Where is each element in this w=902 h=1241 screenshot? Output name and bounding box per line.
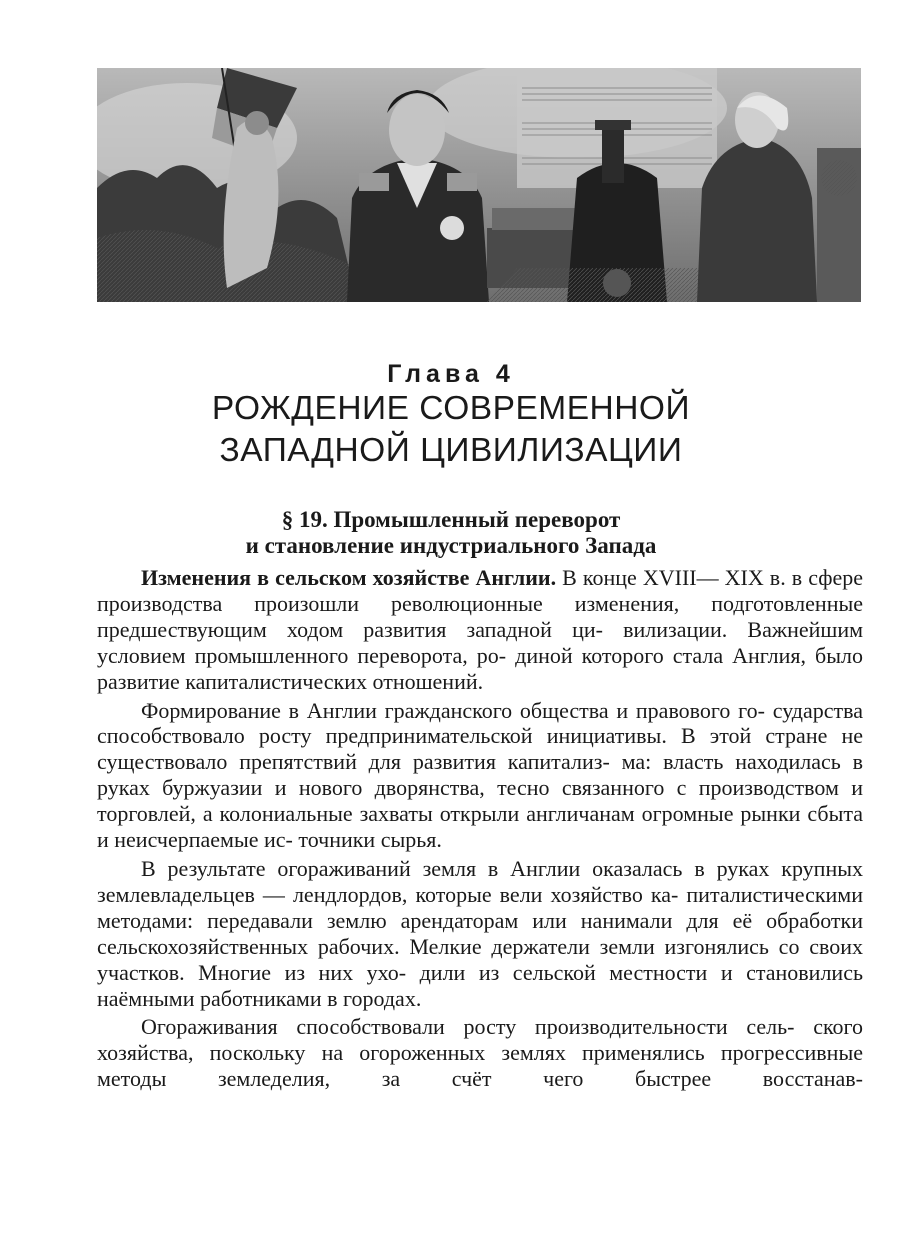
paragraph-line: В результате огораживаний земля в Англии оказалась в руках (141, 855, 770, 881)
paragraph-line: В этой стране не существовало препятствий для развития капитализ- (97, 723, 864, 775)
chapter-banner-illustration (97, 68, 861, 302)
paragraph-lead-heading: Изменения в сельском хозяйстве Англии. (141, 565, 557, 590)
paragraph-line: сударства способствовало росту предпринимательской инициативы. (97, 697, 864, 749)
chapter-label: Глава 4 (387, 360, 515, 388)
section-title-line-2: и становление индустриального Запада (245, 533, 657, 558)
chapter-title-line-1: РОЖДЕНИЕ СОВРЕМЕННОЙ (211, 390, 691, 427)
paragraph-line: ского хозяйства, поскольку на огороженных землях применялись (97, 1014, 864, 1066)
paragraph-line: связанного с производством и торговлей, а колониальные захваты (97, 775, 863, 827)
chapter-title (0, 388, 902, 472)
chapter-title-line-2: ЗАПАДНОЙ ЦИВИЛИЗАЦИИ (219, 432, 683, 469)
paragraph-line: держатели земли изгонялись со своих участков. Многие из них ухо- (97, 933, 863, 985)
paragraph-line: диной которого стала Англия, было развитие капиталистических (97, 642, 863, 694)
paragraph-line: Формирование в Англии гражданского общества и правового го- (141, 697, 765, 723)
paragraph-line: нанимали для её обработки сельскохозяйственных рабочих. Мелкие (97, 907, 863, 959)
paragraph-line: подготовленные предшествующим ходом развития западной ци- (97, 590, 864, 642)
paragraph (97, 856, 863, 1011)
paragraph-line: дили из сельской местности и становились наёмными работниками (97, 959, 864, 1011)
section-title (0, 507, 902, 559)
paragraph-line: точники сырья. (298, 827, 442, 853)
paragraph-line: крупных землевладельцев — лендлордов, которые вели хозяйство ка- (97, 855, 864, 907)
paragraph-line: прогрессивные методы земледелия, за счёт чего быстрее восстанав- (97, 1040, 863, 1092)
paragraph-line: В конце XVIII— (562, 565, 719, 590)
paragraph-line: отношений. (372, 668, 484, 694)
paragraph-line: XIX в. в сфере производства произошли революционные изменения, (97, 565, 864, 616)
paragraph-line: питалистическими методами: передавали землю арендаторам или (97, 881, 863, 933)
paragraph (97, 565, 863, 695)
paragraph (97, 698, 863, 853)
paragraph-line: ма: власть находилась в руках буржуазии и нового дворянства, тесно (97, 749, 863, 801)
paragraph-line: Огораживания способствовали росту производительности сель- (141, 1014, 795, 1040)
paragraph (97, 1014, 863, 1092)
paragraph-line: вилизации. Важнейшим условием промышленного переворота, ро- (97, 616, 864, 668)
body-text (97, 565, 863, 1095)
paragraph-line: открыли англичанам огромные рынки сбыта и неисчерпаемые ис- (97, 801, 864, 853)
section-title-line-1: § 19. Промышленный переворот (281, 507, 621, 532)
paragraph-line: в городах. (327, 985, 422, 1011)
